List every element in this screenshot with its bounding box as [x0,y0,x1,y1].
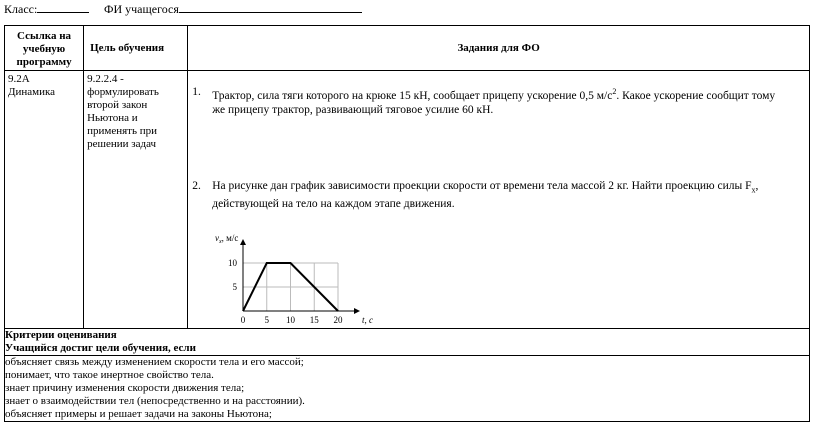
student-name-field [104,1,362,17]
graph-grid [243,263,338,311]
task-text-cont: . Какое ускорение сообщит тому же прицепу трактор, развивающий тяговое усилие 60 кН. [212,89,776,116]
x-axis-label: t, с [362,315,374,325]
y-axis-label: $v_x$, м/с [215,233,239,245]
x-tick-label: 10 [286,315,296,325]
x-tick-labels [241,315,343,325]
task-number: 1. [192,86,201,98]
criteria-title: Критерии оценивания [5,329,117,341]
assessment-table [4,25,810,422]
ref-topic: Динамика [8,86,56,98]
y-tick-labels [228,258,238,292]
worksheet-header [4,1,179,17]
criteria-list-row [5,356,810,422]
col-header-tasks: Задания для ФО [188,26,810,71]
table-header-row [5,26,810,71]
class-label: Класс: [4,2,38,16]
x-tick-label: 15 [309,315,319,325]
student-name-label: ФИ учащегося [104,2,179,16]
criteria-header-row [5,329,810,356]
col-header-curriculum-ref: Ссылка на учебную программу [5,26,84,71]
task-text-cont: , действующей на тело на каждом этапе движения. [212,180,759,211]
criteria-item: объясняет связь между изменением скорости тела и его массой; [5,356,304,368]
x-axis-arrow [354,308,360,314]
criteria-item: объясняет примеры и решает задачи на законы Ньютона; [5,408,272,420]
curriculum-ref-cell [5,71,84,329]
velocity-time-graph [215,231,378,328]
task-superscript: 2 [612,87,617,96]
criteria-header-cell [5,329,810,356]
x-tick-label: 5 [264,315,270,325]
criteria-item: знает о взаимодействии тел (непосредственно и на расстоянии). [5,395,305,407]
y-tick-label: 10 [228,258,238,268]
goal-text: формулировать второй закон Ньютона и применять при решении задач [87,86,159,150]
tasks-cell [188,71,810,329]
table-content-row [5,71,810,329]
y-axis-arrow [240,239,246,245]
task-1 [192,85,787,117]
ref-code: 9.2А [8,73,30,85]
criteria-item: знает причину изменения скорости движения тела; [5,382,245,394]
x-tick-label: 0 [240,315,246,325]
task-text: На рисунке дан график зависимости проекции скорости от времени тела массой 2 кг. Найти проекцию силы F [212,180,752,192]
student-name-blank [179,1,362,13]
task-number: 2. [192,180,201,192]
learning-goal-cell [84,71,188,329]
criteria-subtitle: Учащийся достиг цели обучения, если [5,342,196,354]
x-tick-label: 20 [333,315,343,325]
col-header-learning-goal: Цель обучения [84,26,188,71]
task-subscript: x [751,185,756,195]
y-tick-label: 5 [232,282,238,292]
task-text: Трактор, сила тяги которого на крюке 15 кН, сообщает прицепу ускорение 0,5 м/с [212,89,613,102]
criteria-item: понимает, что такое инертное свойство тела. [5,369,214,381]
task-2 [192,179,787,211]
class-blank [37,1,89,13]
criteria-list-cell [5,356,810,422]
goal-code: 9.2.2.4 - [87,73,124,85]
